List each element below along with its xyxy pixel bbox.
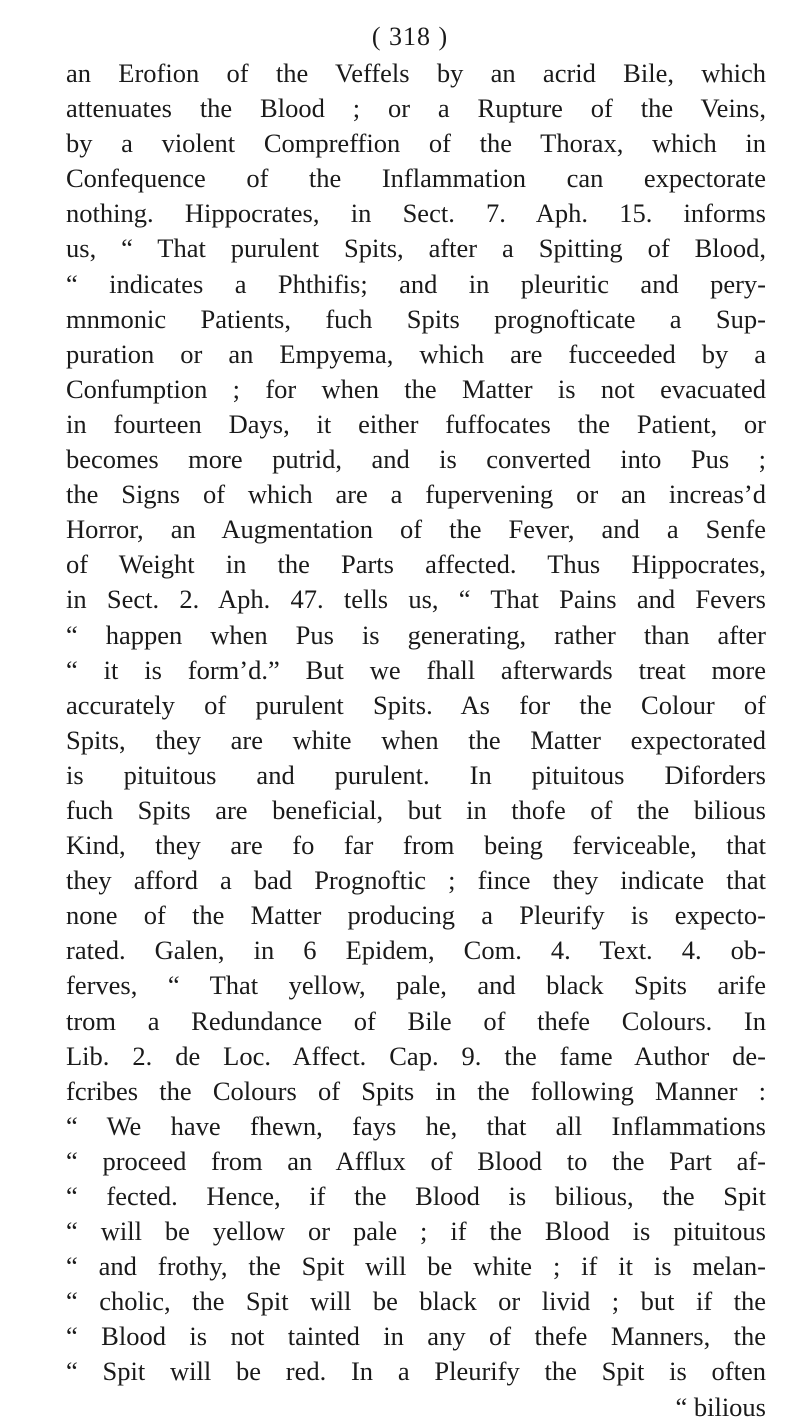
text-line-catchword: “ bilious: [675, 1391, 766, 1422]
text-line: mnmonic Patients, fuch Spits prognofticate a Sup-: [66, 303, 766, 334]
text-line: Lib. 2. de Loc. Affect. Cap. 9. the fame Author de-: [66, 1040, 766, 1071]
text-line: the Signs of which are a fupervening or an increas’d: [66, 479, 766, 510]
body-text: [66, 56, 766, 1425]
text-line: “ and frothy, the Spit will be white ; if it is melan-: [66, 1251, 766, 1282]
text-line: “ We have fhewn, fays he, that all Inflammations: [66, 1110, 766, 1141]
text-line: none of the Matter producing a Pleurify is expecto-: [66, 900, 766, 931]
text-line: is pituitous and purulent. In pituitous Diforders: [66, 759, 766, 790]
text-line: ferves, “ That yellow, pale, and black Spits arife: [66, 970, 766, 1001]
text-line: accurately of purulent Spits. As for the Colour of: [66, 689, 766, 720]
text-line: by a violent Compreffion of the Thorax, which in: [66, 128, 766, 159]
text-line: “ Blood is not tainted in any of thefe Manners, the: [66, 1321, 766, 1352]
page-number: ( 318 ): [371, 22, 449, 51]
text-line: Spits, they are white when the Matter expectorated: [66, 724, 766, 755]
text-line: “ cholic, the Spit will be black or livid ; but if the: [66, 1286, 766, 1317]
text-line: they afford a bad Prognoftic ; fince they indicate that: [66, 865, 766, 896]
text-line: fuch Spits are beneficial, but in thofe of the bilious: [66, 794, 766, 825]
text-line: becomes more putrid, and is converted into Pus ;: [66, 444, 766, 475]
text-line: Confumption ; for when the Matter is not evacuated: [66, 373, 766, 404]
text-line: us, “ That purulent Spits, after a Spitting of Blood,: [66, 233, 766, 264]
text-line: in fourteen Days, it either fuffocates the Patient, or: [66, 408, 766, 439]
text-line: “ Spit will be red. In a Pleurify the Spit is often: [66, 1356, 766, 1387]
text-line: “ fected. Hence, if the Blood is bilious, the Spit: [66, 1181, 766, 1211]
text-line: “ it is form’d.” But we fhall afterwards treat more: [66, 654, 766, 685]
text-line: Kind, they are fo far from being ferviceable, that: [66, 830, 766, 861]
text-line: Horror, an Augmentation of the Fever, and a Senfe: [66, 514, 766, 545]
text-line: fcribes the Colours of Spits in the following Manner :: [66, 1075, 766, 1106]
text-line: “ proceed from an Afflux of Blood to the Part af-: [66, 1145, 766, 1176]
text-line: attenuates the Blood ; or a Rupture of the Veins,: [66, 93, 766, 124]
text-line: “ happen when Pus is generating, rather than after: [66, 619, 766, 650]
text-line: nothing. Hippocrates, in Sect. 7. Aph. 15. informs: [66, 198, 766, 229]
text-line: of Weight in the Parts affected. Thus Hippocrates,: [66, 549, 766, 580]
text-line: an Erofion of the Veffels by an acrid Bile, which: [66, 58, 766, 88]
text-line: trom a Redundance of Bile of thefe Colours. In: [66, 1005, 766, 1036]
text-line: Confequence of the Inflammation can expectorate: [66, 163, 766, 194]
text-line: rated. Galen, in 6 Epidem, Com. 4. Text. 4. ob-: [66, 935, 766, 966]
text-line: “ indicates a Phthifis; and in pleuritic and pery-: [66, 268, 766, 299]
text-line: in Sect. 2. Aph. 47. tells us, “ That Pains and Fevers: [66, 584, 766, 615]
text-line: puration or an Empyema, which are fucceeded by a: [66, 338, 766, 369]
text-line: “ will be yellow or pale ; if the Blood is pituitous: [66, 1216, 766, 1247]
